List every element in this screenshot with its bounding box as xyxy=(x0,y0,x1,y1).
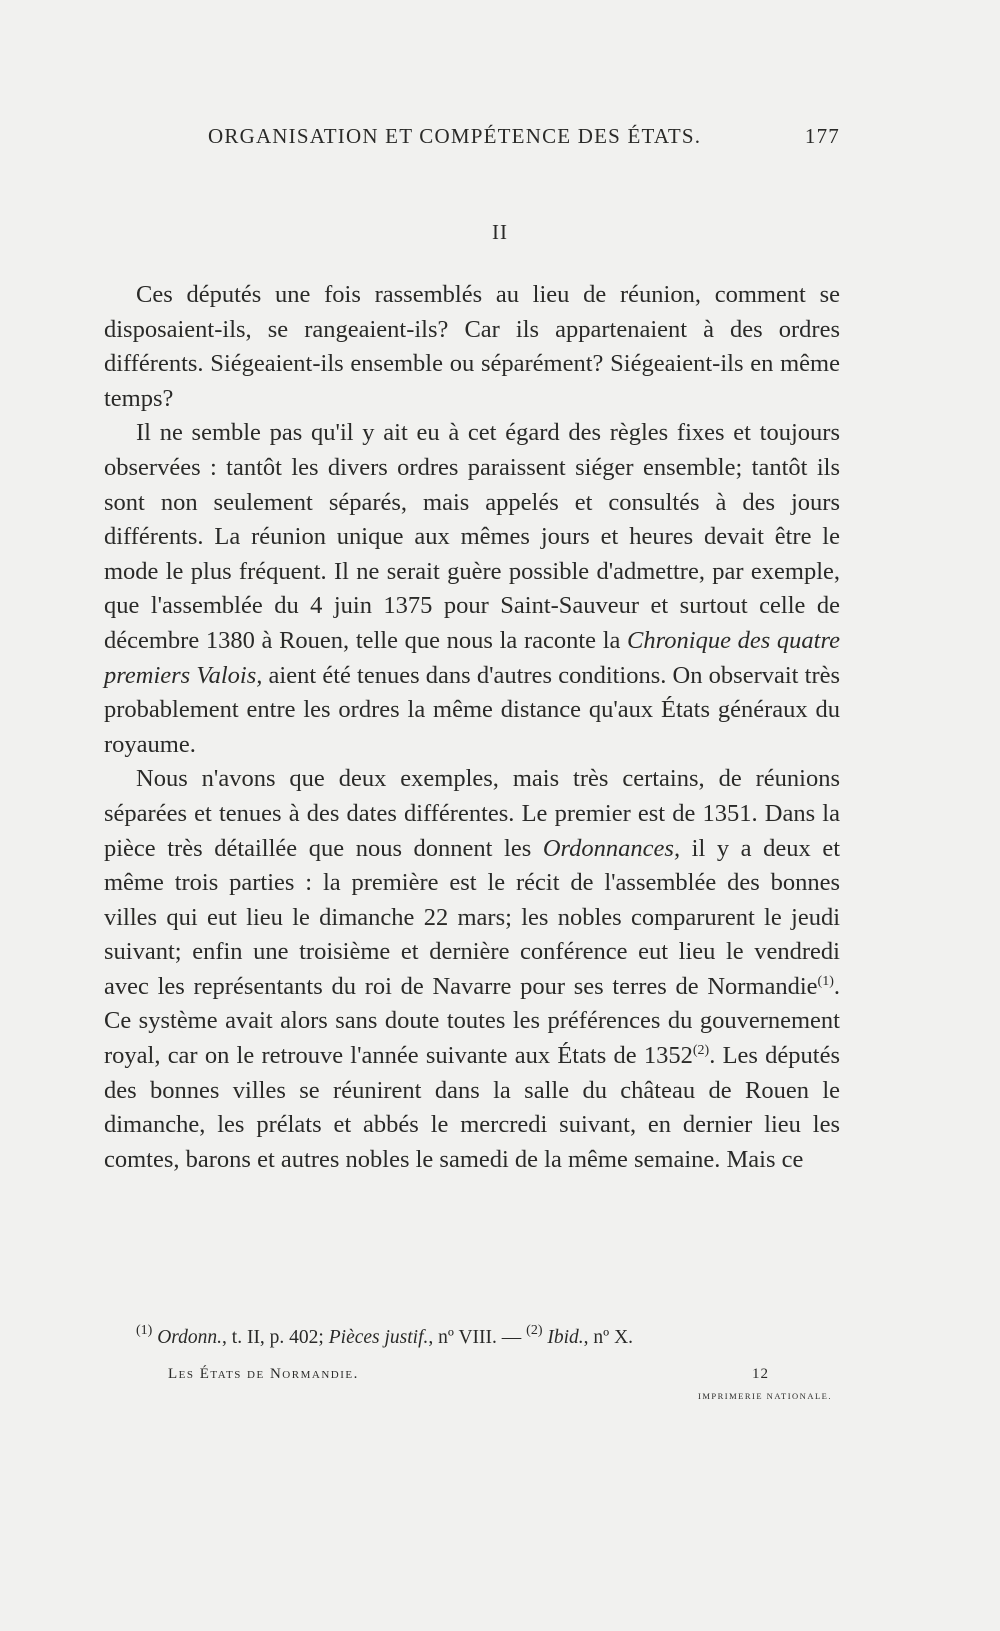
footnote-marker-1: (1) xyxy=(136,1323,153,1338)
signature-number: 12 xyxy=(752,1366,769,1382)
body-text xyxy=(104,278,840,1177)
footnote-ref-1[interactable]: (1) xyxy=(817,973,834,989)
paragraph-3-text-b: il y a deux et même trois parties : la première est le récit de l'assemblée des bonnes villes qui eut lieu le dimanche 22 mars; les nobles comparurent le jeudi suivant; enfin une troisième et dernière conférence eut lieu le vendredi avec les représentants du roi de Navarre pour ses terres de Normandie xyxy=(104,834,841,1000)
footnote-text-1: , t. II, p. 402; xyxy=(222,1327,329,1348)
footnote-pieces: Pièces justif. xyxy=(328,1327,429,1348)
paragraph-3 xyxy=(104,762,840,1177)
page-number: 177 xyxy=(804,124,840,148)
paragraph-2 xyxy=(104,416,840,762)
footnote-ordonn: Ordonn. xyxy=(157,1327,223,1348)
footnote-text-2: , nº VIII. — xyxy=(428,1327,527,1348)
paragraph-2-text-b: aient été tenues dans d'autres conditions. On observait très probablement entre les ordres la même distance qu'aux États généraux du royaume. xyxy=(104,661,841,758)
paragraph-3-text-d: . Les députés des bonnes villes se réunirent dans la salle du château de Rouen le dimanche, les prélats et abbés le mercredi suivant, en dernier lieu les comtes, barons et autres nobles le samedi de la même semaine. Mais ce xyxy=(104,1042,841,1173)
paragraph-2-text-a: Il ne semble pas qu'il y ait eu à cet égard des règles fixes et toujours observées : tantôt les divers ordres paraissent siéger ensemble; tantôt ils sont non seulement séparés, mais appelés et consultés à des jours différents. La réunion unique aux mêmes jours et heures devait être le mode le plus fréquent. Il ne serait guère possible d'admettre, par exemple, que l'assemblée du 4 juin 1375 pour Saint-Sauveur et surtout celle de décembre 1380 à Rouen, telle que nous la raconte la xyxy=(104,419,840,654)
chronique-title: Chronique des quatre premiers Valois, xyxy=(104,626,840,689)
footnote-ref-2[interactable]: (2) xyxy=(692,1043,710,1059)
footnote-ibid: Ibid. xyxy=(547,1327,584,1348)
printer-imprint: IMPRIMERIE NATIONALE. xyxy=(698,1391,832,1401)
ordonnances-title: Ordonnances, xyxy=(542,834,681,862)
paragraph-1: Ces députés une fois rassemblés au lieu de réunion, comment se disposaient-ils, se rangeaient-ils? Car ils appartenaient à des ordres différents. Siégeaient-ils ensemble ou séparément? Siégeaient-ils en même temps? xyxy=(104,281,840,412)
running-head-title: ORGANISATION ET COMPÉTENCE DES ÉTATS. xyxy=(208,124,702,148)
footnote-text-3: , nº X. xyxy=(583,1327,634,1348)
paragraph-3-text-a: Nous n'avons que deux exemples, mais très certains, de réunions séparées et tenues à des dates différentes. Le premier est de 1351. Dans la pièce très détaillée que nous donnent les xyxy=(104,765,840,862)
footnotes xyxy=(104,1325,840,1351)
paragraph-3-text-c: . Ce système avait alors sans doute toutes les préférences du gouvernement royal, car on le retrouve l'année suivante aux États de 1352 xyxy=(104,972,840,1070)
section-number: II xyxy=(492,220,508,244)
footnote-marker-2: (2) xyxy=(526,1323,543,1338)
signature-line: Les États de Normandie. xyxy=(168,1366,359,1382)
